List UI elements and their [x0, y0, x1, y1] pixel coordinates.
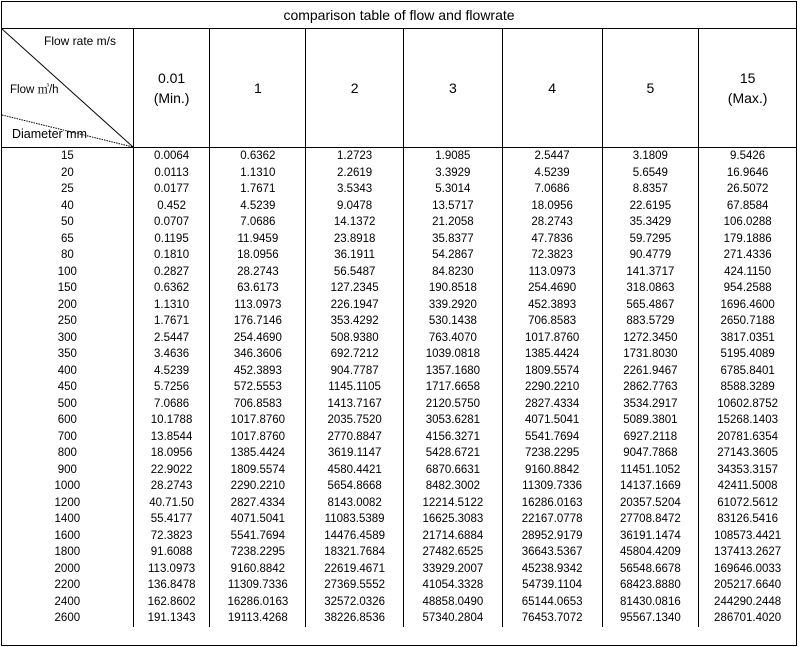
table-row: [2, 198, 796, 215]
flow-cell: 141.3717: [603, 264, 700, 281]
flow-cell: 3.4636: [134, 346, 211, 363]
flow-cell: 1717.6658: [404, 379, 503, 396]
flow-cell: 33929.2007: [404, 561, 503, 578]
flow-cell: 18321.7684: [306, 544, 404, 561]
flow-cell: 0.452: [134, 198, 211, 215]
flow-cell: 8143.0082: [306, 495, 404, 512]
flow-cell: 36643.5367: [503, 544, 603, 561]
table-row: [2, 247, 796, 264]
flow-cell: 22619.4671: [306, 561, 404, 578]
diameter-cell: 700: [2, 429, 134, 446]
flow-cell: 45238.9342: [503, 561, 603, 578]
column-value: 2: [350, 80, 359, 96]
diameter-cell: 1600: [2, 528, 134, 545]
flow-cell: 1.1310: [134, 297, 211, 314]
flow-cell: 127.2345: [306, 280, 404, 297]
table-row: [2, 528, 796, 545]
flow-cell: 271.4336: [723, 249, 772, 261]
table-row: [2, 214, 796, 231]
flow-cell: 113.0973: [503, 264, 603, 281]
diameter-cell: 15: [2, 148, 134, 165]
flow-cell: 5654.8668: [306, 478, 404, 495]
table-row: [2, 412, 796, 429]
flow-cell: 2650.7188: [720, 315, 775, 327]
flow-cell: 254.4690: [210, 330, 306, 347]
table-row: [2, 594, 796, 611]
flow-cell: 18.0956: [134, 445, 211, 462]
flow-cell: 179.1886: [723, 232, 772, 245]
table-row: [2, 148, 796, 165]
flow-cell: 61072.5612: [717, 496, 778, 509]
flow-cell: 0.0177: [134, 181, 211, 198]
flow-cell: 4071.5041: [503, 412, 603, 429]
diameter-cell: 1400: [2, 511, 134, 528]
flow-cell: 6927.2118: [603, 429, 700, 446]
flow-cell: 47.7836: [503, 231, 603, 248]
flow-cell: 954.2588: [723, 282, 772, 294]
flow-cell: 36191.1474: [603, 528, 700, 545]
flow-cell: 63.6173: [210, 280, 306, 297]
column-header: [404, 29, 503, 147]
flow-cell: 16286.0163: [210, 594, 306, 611]
flow-cell: 65144.0653: [503, 594, 603, 611]
flow-cell: 14476.4589: [306, 528, 404, 545]
corner-cell: [2, 29, 134, 147]
diameter-cell: 200: [2, 297, 134, 314]
table-row: [2, 478, 796, 495]
flow-cell: 67.8584: [726, 199, 769, 212]
flow-cell: 32572.0326: [306, 594, 404, 611]
table-row: [2, 610, 796, 627]
flow-cell: 191.1343: [134, 610, 211, 627]
flow-cell: 11451.1052: [603, 462, 700, 479]
flow-cell: 72.3823: [134, 528, 211, 545]
flow-cell: 14137.1669: [603, 478, 700, 495]
flow-cell: 1017.8760: [503, 330, 603, 347]
flow-cell: 0.2827: [134, 264, 211, 281]
flow-cell: 54.2867: [404, 247, 503, 264]
flow-cell: 19113.4268: [210, 610, 306, 627]
flow-cell: 162.8602: [134, 594, 211, 611]
flow-cell: 68423.8880: [603, 577, 700, 594]
flow-cell: 3.3929: [404, 165, 503, 182]
table-row: [2, 379, 796, 396]
flow-cell: 54739.1104: [503, 577, 603, 594]
flow-cell: 76453.7072: [503, 610, 603, 627]
flow-cell: 706.8583: [503, 313, 603, 330]
table-row: [2, 346, 796, 363]
flow-cell: 55.4177: [134, 511, 211, 528]
flow-cell: 0.6362: [210, 148, 306, 165]
flow-cell: 9160.8842: [503, 462, 603, 479]
flow-cell: 353.4292: [306, 313, 404, 330]
diameter-cell: 80: [2, 247, 134, 264]
table-row: [2, 429, 796, 446]
diameter-cell: 150: [2, 280, 134, 297]
diameter-label: Diameter mm: [12, 127, 88, 141]
flow-cell: 3.1809: [603, 148, 700, 165]
table-row: [2, 181, 796, 198]
column-header: [699, 29, 796, 147]
flow-cell: 692.7212: [306, 346, 404, 363]
table-row: [2, 511, 796, 528]
column-value: 0.01: [157, 70, 186, 86]
flow-cell: 7.0686: [503, 181, 603, 198]
diameter-cell: 400: [2, 363, 134, 380]
flow-cell: 339.2920: [404, 297, 503, 314]
table-row: [2, 313, 796, 330]
flow-cell: 16.9646: [726, 166, 769, 179]
flow-cell: 883.5729: [603, 313, 700, 330]
flow-cell: 0.1810: [134, 247, 211, 264]
column-value: 15: [739, 70, 756, 86]
column-header: [134, 29, 211, 147]
flow-cell: 7238.2295: [503, 445, 603, 462]
flow-cell: 3817.0351: [720, 331, 775, 344]
flow-cell: 136.8478: [134, 577, 211, 594]
flow-cell: 1357.1680: [404, 363, 503, 380]
diameter-cell: 2000: [2, 561, 134, 578]
flow-cell: 91.6088: [134, 544, 211, 561]
flow-cell: 56548.6678: [603, 561, 700, 578]
flow-cell: 1696.4600: [720, 298, 775, 311]
flow-cell: 42411.5008: [717, 480, 778, 492]
flow-cell: 27369.5552: [306, 577, 404, 594]
flow-cell: 1809.5574: [210, 462, 306, 479]
column-header: [503, 29, 603, 147]
flow-cell: 36.1911: [306, 247, 404, 264]
flow-cell: 10.1788: [134, 412, 211, 429]
flow-cell: 41054.3328: [404, 577, 503, 594]
table-row: [2, 297, 796, 314]
flow-cell: 28.2743: [210, 264, 306, 281]
flow-cell: 4156.3271: [404, 429, 503, 446]
flow-cell: 8.8357: [603, 181, 700, 198]
flow-cell: 18.0956: [210, 247, 306, 264]
flow-cell: 21.2058: [404, 214, 503, 231]
table-row: [2, 280, 796, 297]
flow-cell: 318.0863: [603, 280, 700, 297]
table-row: [2, 544, 796, 561]
diameter-cell: 2200: [2, 577, 134, 594]
table-body: [2, 148, 796, 627]
flow-cell: 28.2743: [503, 214, 603, 231]
flow-cell: 2.5447: [503, 148, 603, 165]
column-value: 3: [448, 80, 457, 96]
flow-cell: 13.5717: [404, 198, 503, 215]
flow-cell: 81430.0816: [603, 594, 700, 611]
flow-cell: 254.4690: [503, 280, 603, 297]
flow-cell: 346.3606: [210, 346, 306, 363]
flow-cell: 1017.8760: [210, 429, 306, 446]
flow-cell: 12214.5122: [404, 495, 503, 512]
flow-cell: 20357.5204: [603, 495, 700, 512]
flow-cell: 0.6362: [134, 280, 211, 297]
diameter-cell: 250: [2, 313, 134, 330]
diameter-cell: 800: [2, 445, 134, 462]
table-row: [2, 561, 796, 578]
flow-cell: 565.4867: [603, 297, 700, 314]
flow-cell: 1039.0818: [404, 346, 503, 363]
flow-cell: 27708.8472: [603, 511, 700, 528]
flow-cell: 35.3429: [603, 214, 700, 231]
flow-cell: 13.8544: [134, 429, 211, 446]
flow-cell: 452.3893: [503, 297, 603, 314]
flow-cell: 9047.7868: [603, 445, 700, 462]
flow-cell: 15268.1403: [717, 414, 778, 426]
table-title: comparison table of flow and flowrate: [2, 2, 796, 29]
flow-cell: 2290.2210: [503, 379, 603, 396]
diameter-cell: 300: [2, 330, 134, 347]
flow-cell: 0.0064: [134, 148, 211, 165]
diameter-cell: 50: [2, 214, 134, 231]
flow-cell: 0.1195: [134, 231, 211, 248]
flow-cell: 113.0973: [210, 297, 306, 314]
table-row: [2, 495, 796, 512]
column-header: [306, 29, 404, 147]
flow-cell: 57340.2804: [404, 610, 503, 627]
diameter-cell: 350: [2, 346, 134, 363]
flow-cell: 5195.4089: [720, 348, 775, 360]
flow-cell: 2120.5750: [404, 396, 503, 413]
flow-cell: 26.5072: [726, 183, 769, 195]
flow-cell: 1385.4424: [503, 346, 603, 363]
flow-cell: 0.0113: [134, 165, 211, 182]
flow-cell: 108573.4421: [714, 529, 782, 542]
flow-cell: 1017.8760: [210, 412, 306, 429]
flow-cell: 1.7671: [210, 181, 306, 198]
flow-cell: 8588.3289: [720, 381, 775, 393]
flow-cell: 27143.3605: [717, 447, 778, 459]
flow-cell: 16625.3083: [404, 511, 503, 528]
flow-cell: 4.5239: [210, 198, 306, 215]
flow-cell: 5.3014: [404, 181, 503, 198]
flow-cell: 8482.3002: [404, 478, 503, 495]
flow-cell: 572.5553: [210, 379, 306, 396]
flow-cell: 7238.2295: [210, 544, 306, 561]
flow-cell: 1.7671: [134, 313, 211, 330]
flow-cell: 3534.2917: [603, 396, 700, 413]
flow-cell: 4071.5041: [210, 511, 306, 528]
flow-cell: 2290.2210: [210, 478, 306, 495]
flow-cell: 22.6195: [603, 198, 700, 215]
flow-cell: 4580.4421: [306, 462, 404, 479]
flow-cell: 22.9022: [134, 462, 211, 479]
flow-cell: 1385.4424: [210, 445, 306, 462]
flow-cell: 28.2743: [134, 478, 211, 495]
column-note: (Max.): [727, 90, 768, 106]
flow-cell: 11309.7336: [503, 478, 603, 495]
column-header: [210, 29, 306, 147]
flow-label: Flow ㎥/h: [10, 84, 59, 96]
diameter-cell: 500: [2, 396, 134, 413]
flow-cell: 27482.6525: [404, 544, 503, 561]
flow-table: [1, 1, 797, 646]
diameter-cell: 20: [2, 165, 134, 182]
flow-cell: 7.0686: [210, 214, 306, 231]
flow-cell: 72.3823: [503, 247, 603, 264]
flow-cell: 5089.3801: [603, 412, 700, 429]
flow-cell: 5.6549: [603, 165, 700, 182]
diameter-cell: 100: [2, 264, 134, 281]
flow-cell: 20781.6354: [717, 430, 778, 443]
flow-cell: 1413.7167: [306, 396, 404, 413]
column-header: [603, 29, 700, 147]
flow-cell: 6785.8401: [720, 364, 775, 377]
flow-cell: 11.9459: [210, 231, 306, 248]
flow-cell: 59.7295: [603, 231, 700, 248]
flow-cell: 56.5487: [306, 264, 404, 281]
flow-cell: 9.5426: [730, 150, 766, 162]
table-row: [2, 577, 796, 594]
flow-cell: 1809.5574: [503, 363, 603, 380]
flow-cell: 4.5239: [134, 363, 211, 380]
diameter-cell: 1200: [2, 495, 134, 512]
flow-cell: 4.5239: [503, 165, 603, 182]
flow-cell: 2770.8847: [306, 429, 404, 446]
flow-cell: 5541.7694: [503, 429, 603, 446]
column-value: 1: [253, 80, 262, 96]
flow-cell: 18.0956: [503, 198, 603, 215]
column-value: 4: [548, 80, 557, 96]
flow-cell: 5.7256: [134, 379, 211, 396]
flow-cell: 226.1947: [306, 297, 404, 314]
flow-cell: 1.9085: [404, 148, 503, 165]
flow-cell: 904.7787: [306, 363, 404, 380]
flow-cell: 90.4779: [603, 247, 700, 264]
flow-cell: 11083.5389: [306, 511, 404, 528]
flow-cell: 9.0478: [306, 198, 404, 215]
flow-cell: 763.4070: [404, 330, 503, 347]
flow-cell: 23.8918: [306, 231, 404, 248]
flow-cell: 38226.8536: [306, 610, 404, 627]
flow-cell: 2261.9467: [603, 363, 700, 380]
flow-cell: 48858.0490: [404, 594, 503, 611]
table-row: [2, 445, 796, 462]
flow-cell: 16286.0163: [503, 495, 603, 512]
flow-cell: 1.1310: [210, 165, 306, 182]
flow-cell: 113.0973: [134, 561, 211, 578]
diameter-cell: 2600: [2, 610, 134, 627]
table-row: [2, 165, 796, 182]
diameter-cell: 1800: [2, 544, 134, 561]
table-row: [2, 363, 796, 380]
diameter-cell: 450: [2, 379, 134, 396]
flow-cell: 137413.2627: [714, 546, 782, 558]
flow-cell: 286701.4020: [714, 612, 782, 624]
flow-cell: 14.1372: [306, 214, 404, 231]
header-row: [2, 29, 796, 148]
flow-cell: 452.3893: [210, 363, 306, 380]
column-value: 5: [646, 80, 655, 96]
flow-cell: 9160.8842: [210, 561, 306, 578]
flow-cell: 84.8230: [404, 264, 503, 281]
diameter-cell: 65: [2, 231, 134, 248]
flow-cell: 3.5343: [306, 181, 404, 198]
flow-cell: 1.2723: [306, 148, 404, 165]
flow-cell: 706.8583: [210, 396, 306, 413]
flow-cell: 244290.2448: [714, 595, 782, 608]
flow-cell: 35.8377: [404, 231, 503, 248]
flow-cell: 7.0686: [134, 396, 211, 413]
flow-cell: 1272.3450: [603, 330, 700, 347]
flow-cell: 40.71.50: [134, 495, 211, 512]
diameter-cell: 900: [2, 462, 134, 479]
flow-cell: 28952.9179: [503, 528, 603, 545]
flow-cell: 34353.3157: [717, 463, 778, 476]
table-row: [2, 462, 796, 479]
flow-cell: 1145.1105: [306, 379, 404, 396]
flow-cell: 106.0288: [723, 216, 772, 228]
flow-cell: 2862.7763: [603, 379, 700, 396]
diameter-cell: 600: [2, 412, 134, 429]
flow-cell: 1731.8030: [603, 346, 700, 363]
diameter-cell: 1000: [2, 478, 134, 495]
flow-cell: 176.7146: [210, 313, 306, 330]
flow-rate-label: Flow rate m/s: [44, 34, 117, 48]
flow-cell: 83126.5416: [717, 513, 778, 525]
column-note: (Min.): [153, 90, 190, 106]
table-row: [2, 264, 796, 281]
flow-cell: 5541.7694: [210, 528, 306, 545]
flow-cell: 6870.6631: [404, 462, 503, 479]
flow-cell: 508.9380: [306, 330, 404, 347]
flow-cell: 3053.6281: [404, 412, 503, 429]
diameter-cell: 2400: [2, 594, 134, 611]
flow-cell: 2.5447: [134, 330, 211, 347]
table-row: [2, 330, 796, 347]
flow-cell: 0.0707: [134, 214, 211, 231]
flow-cell: 95567.1340: [603, 610, 700, 627]
flow-cell: 205217.6640: [714, 579, 782, 591]
flow-cell: 45804.4209: [603, 544, 700, 561]
flow-cell: 530.1438: [404, 313, 503, 330]
flow-cell: 22167.0778: [503, 511, 603, 528]
flow-cell: 21714.6884: [404, 528, 503, 545]
flow-cell: 169646.0033: [714, 562, 782, 575]
flow-cell: 424.1150: [724, 265, 772, 278]
flow-cell: 3619.1147: [306, 445, 404, 462]
flow-cell: 5428.6721: [404, 445, 503, 462]
table-row: [2, 231, 796, 248]
flow-cell: 2827.4334: [503, 396, 603, 413]
flow-cell: 10602.8752: [717, 397, 778, 410]
flow-cell: 2035.7520: [306, 412, 404, 429]
flow-cell: 190.8518: [404, 280, 503, 297]
diameter-cell: 40: [2, 198, 134, 215]
diameter-cell: 25: [2, 181, 134, 198]
table-row: [2, 396, 796, 413]
flow-cell: 2.2619: [306, 165, 404, 182]
flow-cell: 2827.4334: [210, 495, 306, 512]
flow-cell: 11309.7336: [210, 577, 306, 594]
